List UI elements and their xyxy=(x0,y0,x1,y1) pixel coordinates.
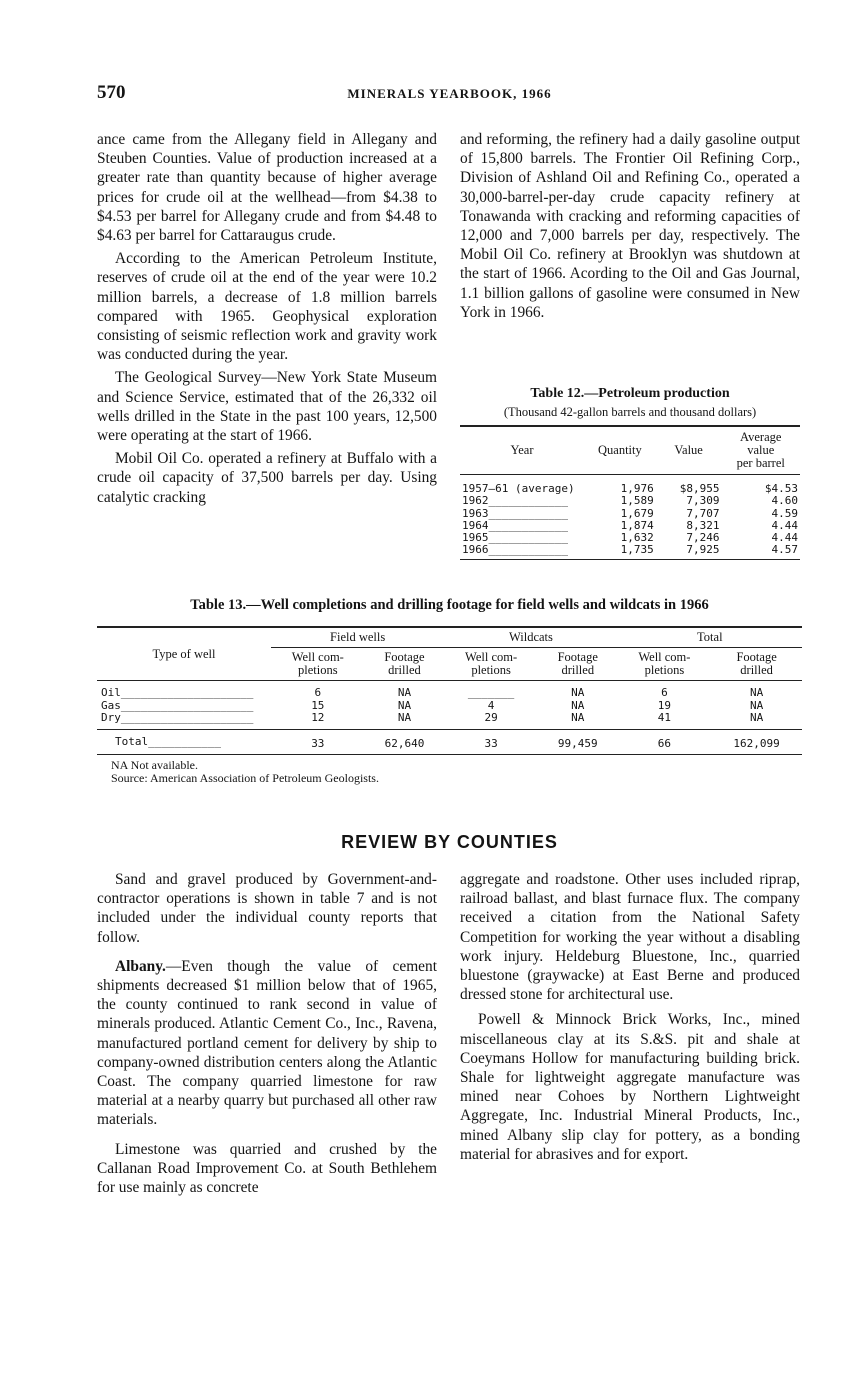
table-13-caption: Table 13.—Well completions and drilling footage for field wells and wildcats in 1966 xyxy=(190,597,709,613)
col-header-value: Value xyxy=(674,443,703,457)
cell: 4.57 xyxy=(771,543,798,557)
cell: 33 xyxy=(311,736,325,750)
table-12-subtitle: (Thousand 42-gallon barrels and thousand dollars) xyxy=(503,405,757,419)
cell: NA xyxy=(397,698,412,712)
sub-header-completions: Well com- pletions xyxy=(291,650,344,677)
cell: 1,735 xyxy=(620,543,654,557)
table-12 xyxy=(460,386,800,560)
table-row xyxy=(460,544,800,556)
cell: 162,099 xyxy=(733,736,780,750)
cell: 6 xyxy=(314,686,322,699)
cell: 7,707 xyxy=(686,506,720,520)
cell: $4.53 xyxy=(764,482,798,495)
page-header xyxy=(97,82,802,106)
cell: 66 xyxy=(657,736,672,750)
note-source: Source: American Association of Petroleum Geologists. xyxy=(111,771,379,785)
col-header-average xyxy=(721,426,800,475)
cell-type: Oil____________________ xyxy=(101,686,254,699)
bottom-left-column xyxy=(97,870,437,1201)
cell-year: 1964____________ xyxy=(462,518,568,532)
cell: 7,246 xyxy=(686,531,720,545)
table-row xyxy=(460,475,800,496)
paragraph: Sand and gravel produced by Government-and-contractor operations is shown in table 7 and is not included under the individual county reports that follow. xyxy=(97,871,437,946)
cell: 1,589 xyxy=(620,494,654,508)
page-number: 570 xyxy=(97,82,126,103)
county-label: Albany. xyxy=(115,957,166,975)
paragraph: Limestone was quarried and crushed by the Callanan Road Improvement Co. at South Bethlehem for use mainly as concrete xyxy=(97,1140,437,1197)
cell: NA xyxy=(571,711,585,724)
group-header-total: Total xyxy=(618,627,802,648)
cell: 4.44 xyxy=(771,531,798,545)
table-row-total xyxy=(97,729,802,752)
cell: 1,874 xyxy=(620,518,654,532)
cell-year: 1962____________ xyxy=(462,494,568,508)
section-title: REVIEW BY COUNTIES xyxy=(341,832,558,852)
col-header-year: Year xyxy=(510,443,534,457)
cell: NA xyxy=(749,686,764,699)
cell: 8,321 xyxy=(686,518,720,532)
avg-line-1: Average xyxy=(740,430,782,444)
paragraph: The Geological Survey—New York State Museum and Science Service, estimated that of the 26,332 oil wells drilled in the State in the past 100 years, 12,500 were operating at the start of 1966. xyxy=(97,369,437,445)
avg-line-3: per barrel xyxy=(736,456,785,470)
cell: 33 xyxy=(484,736,498,750)
cell: 29 xyxy=(484,711,498,724)
cell: NA xyxy=(571,686,585,699)
cell-year: 1957–61 (average) xyxy=(462,482,575,495)
cell: 1,976 xyxy=(620,482,654,495)
avg-line-2: value xyxy=(747,443,775,457)
cell-year: 1965____________ xyxy=(462,531,568,545)
paragraph: Powell & Minnock Brick Works, Inc., mined miscellaneous clay at its S.&S. pit and shale at Coeymans Hollow for manufacturing building brick. Shale for lightweight aggregate manufacture was mined near Cohoes by Northern Lightweight Aggregate, Inc. Industrial Mineral Products, Inc., mined Albany slip clay for pottery, as a bonding material for abrasives and for export. xyxy=(460,1011,800,1163)
cell: 7,309 xyxy=(686,494,720,508)
cell-year: 1963____________ xyxy=(462,506,568,520)
table-row xyxy=(97,681,802,700)
top-left-column xyxy=(97,130,437,511)
table-row xyxy=(460,495,800,507)
table-row xyxy=(97,712,802,729)
group-header-wildcats: Wildcats xyxy=(444,627,617,648)
table-12-grid xyxy=(460,425,800,557)
cell-type: Gas____________________ xyxy=(101,698,254,712)
sub-header-footage: Footage drilled xyxy=(384,650,425,677)
table-rule xyxy=(97,754,802,755)
cell: $8,955 xyxy=(679,482,720,495)
cell: NA xyxy=(397,711,412,724)
cell: 4.44 xyxy=(771,518,798,532)
paragraph-albany: Albany.—Even though the value of cement shipments decreased $1 million below that of 1965, the county continued to rank second in value of minerals produced. Atlantic Cement Co., Inc., Ravena, manufactured portland cement for delivery by ship to company-owned distribution centers along the Atlantic Coast. The company quarried limestone for raw material at a nearby quarry but purchased all other raw materials. xyxy=(97,957,437,1129)
col-header-type: Type of well xyxy=(152,646,216,661)
paragraph: Mobil Oil Co. operated a refinery at Buffalo with a crude oil capacity of 37,500 barrels per day. Using catalytic cracking xyxy=(97,450,437,506)
group-header-field: Field wells xyxy=(271,627,444,648)
cell: 4.60 xyxy=(771,494,798,508)
cell: 12 xyxy=(311,711,325,724)
cell-type: Dry____________________ xyxy=(101,711,254,724)
cell: 62,640 xyxy=(384,736,425,750)
table-13-grid xyxy=(97,626,802,752)
running-head: MINERALS YEARBOOK, 1966 xyxy=(347,86,552,101)
table-13 xyxy=(97,597,802,785)
paragraph: ance came from the Allegany field in Allegany and Steuben Counties. Value of production increased at a greater rate than quantity because of higher average prices for crude oil at the wellhead—from $4.38 to $4.53 per barrel for Allegany crude and from $4.48 to $4.63 per barrel for Cattaraugus crude. xyxy=(97,131,437,245)
cell: NA xyxy=(397,686,412,699)
note-na: NA Not available. xyxy=(111,758,198,772)
cell: 6 xyxy=(661,686,668,699)
sub-header-completions: Well com- pletions xyxy=(638,650,691,677)
col-header-quantity: Quantity xyxy=(598,443,642,457)
sub-header-footage: Footage drilled xyxy=(736,650,777,677)
cell: 19 xyxy=(657,698,672,712)
cell-year: 1966____________ xyxy=(462,543,568,557)
cell: 41 xyxy=(657,711,672,724)
table-12-caption: Table 12.—Petroleum production xyxy=(530,386,730,401)
cell: 1,679 xyxy=(620,506,654,520)
sub-header-footage: Footage drilled xyxy=(557,650,598,677)
top-right-column xyxy=(460,130,800,326)
cell: _______ xyxy=(467,686,515,699)
cell: NA xyxy=(571,698,585,712)
cell: NA xyxy=(749,711,764,724)
cell: NA xyxy=(749,698,764,712)
cell: 7,925 xyxy=(686,543,720,557)
paragraph: aggregate and roadstone. Other uses included riprap, railroad ballast, and blast furnace flux. The company received a citation from the National Safety Competition for working the year without a disabling work injury. Heldeburg Bluestone, Inc., quarried bluestone (graywacke) at East Berne and produced dressed stone for architectural use. xyxy=(460,871,800,1004)
sub-header-completions: Well com- pletions xyxy=(465,650,518,677)
bottom-right-column xyxy=(460,870,800,1168)
paragraph: According to the American Petroleum Institute, reserves of crude oil at the end of the year were 10.2 million barrels, a decrease of 1.8 million barrels compared with 1965. Geophysical exploration consisting of seismic reflection work and gravity work was conducted during the year. xyxy=(97,250,437,364)
cell: 4 xyxy=(487,698,495,712)
cell: 4.59 xyxy=(771,506,798,520)
cell: 99,459 xyxy=(557,736,598,750)
paragraph: and reforming, the refinery had a daily gasoline output of 15,800 barrels. The Frontier Oil Refining Corp., Division of Ashland Oil and Refining Co., operated a 30,000-barrel-per-day crude capacity refinery at Tonawanda with cracking and reforming capacities of 12,000 and 7,000 barrels per day, respectively. The Mobil Oil Co. refinery at Brooklyn was shutdown at the start of 1966. Acording to the Oil and Gas Journal, 1.1 billion gallons of gasoline were consumed in New York in 1966. xyxy=(460,131,800,321)
cell: 15 xyxy=(311,698,325,712)
table-rule xyxy=(460,559,800,560)
cell: 1,632 xyxy=(620,531,654,545)
table-notes xyxy=(97,759,802,785)
cell-type: Total___________ xyxy=(115,734,221,748)
